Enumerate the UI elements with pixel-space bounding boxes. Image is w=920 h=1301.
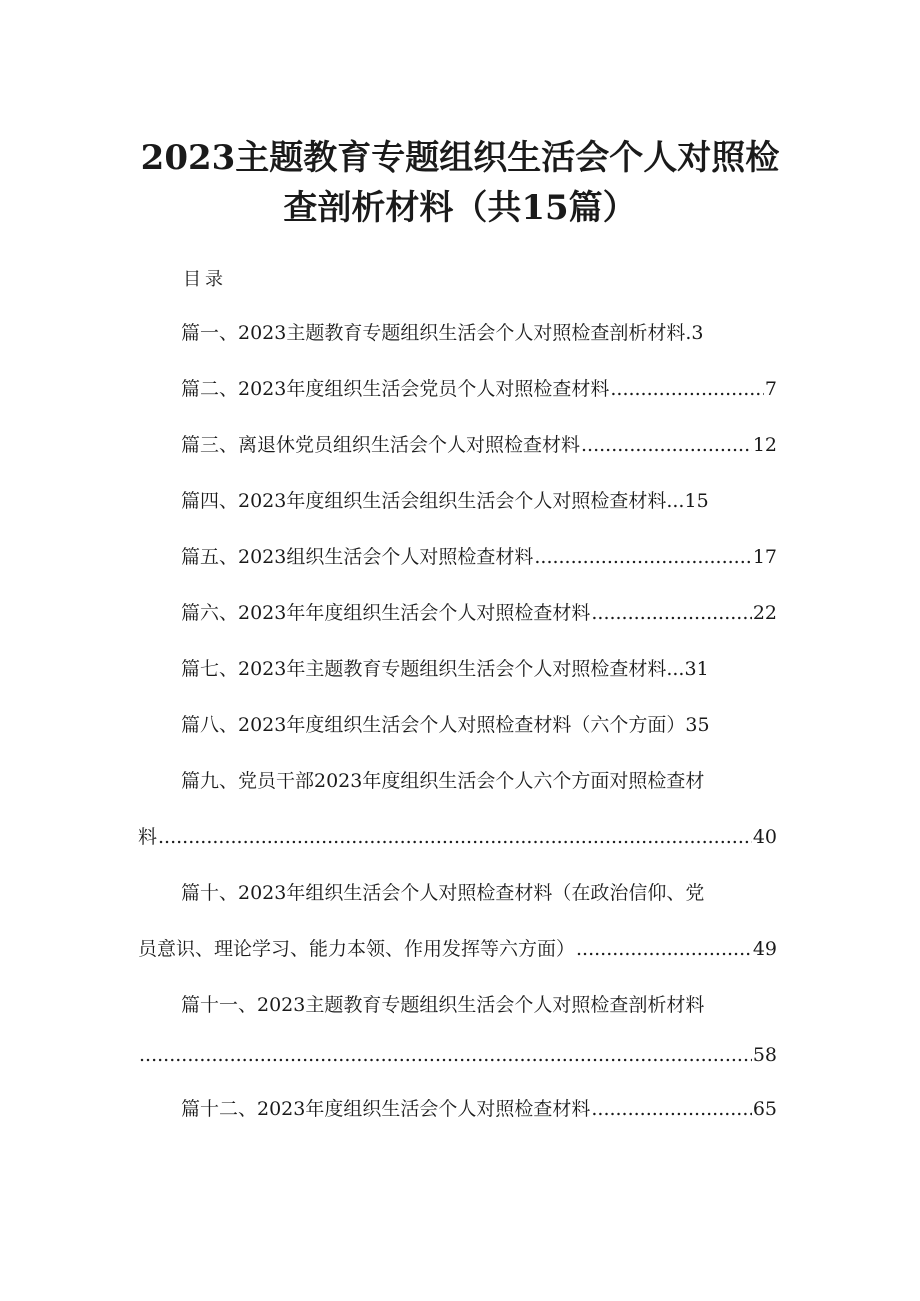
toc-entry-page: 35 [685,714,710,736]
toc-entry-title: 篇十二、2023年度组织生活会个人对照检查材料 [181,1098,591,1120]
toc-entry-page: 3 [691,322,704,344]
toc-leader-dots [576,934,752,964]
toc-entry-page: 49 [752,938,777,960]
toc-entry-11-line-2[interactable] [138,1040,777,1070]
toc-leader-dots [610,374,764,404]
toc-entry-title-continued: 料 [138,826,158,848]
toc-leader-dots [534,542,751,572]
toc-entry-title: 篇四、2023年度组织生活会组织生活会个人对照检查材料... [181,490,685,512]
toc-entry-title: 篇九、党员干部2023年度组织生活会个人六个方面对照检查材 [181,770,705,792]
toc-leader-dots [139,1040,752,1070]
toc-entry-11-line-1[interactable] [181,990,704,1020]
toc-entry-title: 篇八、2023年度组织生活会个人对照检查材料（六个方面） [181,714,686,736]
toc-entry-8[interactable] [181,710,710,740]
toc-entry-title: 篇一、2023主题教育专题组织生活会个人对照检查剖析材料. [181,322,692,344]
toc-entry-12[interactable] [181,1094,777,1124]
toc-entry-3[interactable] [181,430,777,460]
toc-entry-10-line-1[interactable] [181,878,704,908]
toc-heading: 目录 [183,269,227,290]
toc-entry-page: 58 [752,1044,777,1066]
toc-entry-page: 22 [752,602,777,624]
toc-leader-dots [591,1094,751,1124]
toc-entry-title: 篇十一、2023主题教育专题组织生活会个人对照检查剖析材料 [181,994,705,1016]
toc-entry-title: 篇六、2023年年度组织生活会个人对照检查材料 [181,602,591,624]
toc-entry-title: 篇十、2023年组织生活会个人对照检查材料（在政治信仰、党 [181,882,705,904]
toc-entry-page: 65 [752,1098,777,1120]
toc-entry-title: 篇七、2023年主题教育专题组织生活会个人对照检查材料... [181,658,685,680]
toc-entry-page: 15 [684,490,709,512]
toc-entry-page: 7 [764,378,777,400]
toc-entry-page: 40 [752,826,777,848]
toc-entry-5[interactable] [181,542,777,572]
toc-entry-page: 31 [684,658,709,680]
toc-entry-2[interactable] [181,374,777,404]
toc-entry-title: 篇五、2023组织生活会个人对照检查材料 [181,546,534,568]
toc-entry-title: 篇二、2023年度组织生活会党员个人对照检查材料 [181,378,610,400]
toc-entry-6[interactable] [181,598,777,628]
toc-entry-title-continued: 员意识、理论学习、能力本领、作用发挥等六方面） [138,938,576,960]
document-title-line-1: 2023主题教育专题组织生活会个人对照检 [140,138,780,178]
document-title-line-2: 查剖析材料（共15篇） [283,188,637,228]
toc-leader-dots [581,430,752,460]
toc-entry-title: 篇三、离退休党员组织生活会个人对照检查材料 [181,434,581,456]
toc-leader-dots [158,822,752,852]
toc-entry-page: 12 [752,434,777,456]
toc-entry-9-line-1[interactable] [181,766,704,796]
toc-entry-1[interactable] [181,318,704,348]
toc-leader-dots [591,598,751,628]
toc-entry-4[interactable] [181,486,709,516]
toc-entry-7[interactable] [181,654,709,684]
toc-entry-9-line-2[interactable] [138,822,777,852]
toc-entry-10-line-2[interactable] [138,934,777,964]
toc-entry-page: 17 [752,546,777,568]
